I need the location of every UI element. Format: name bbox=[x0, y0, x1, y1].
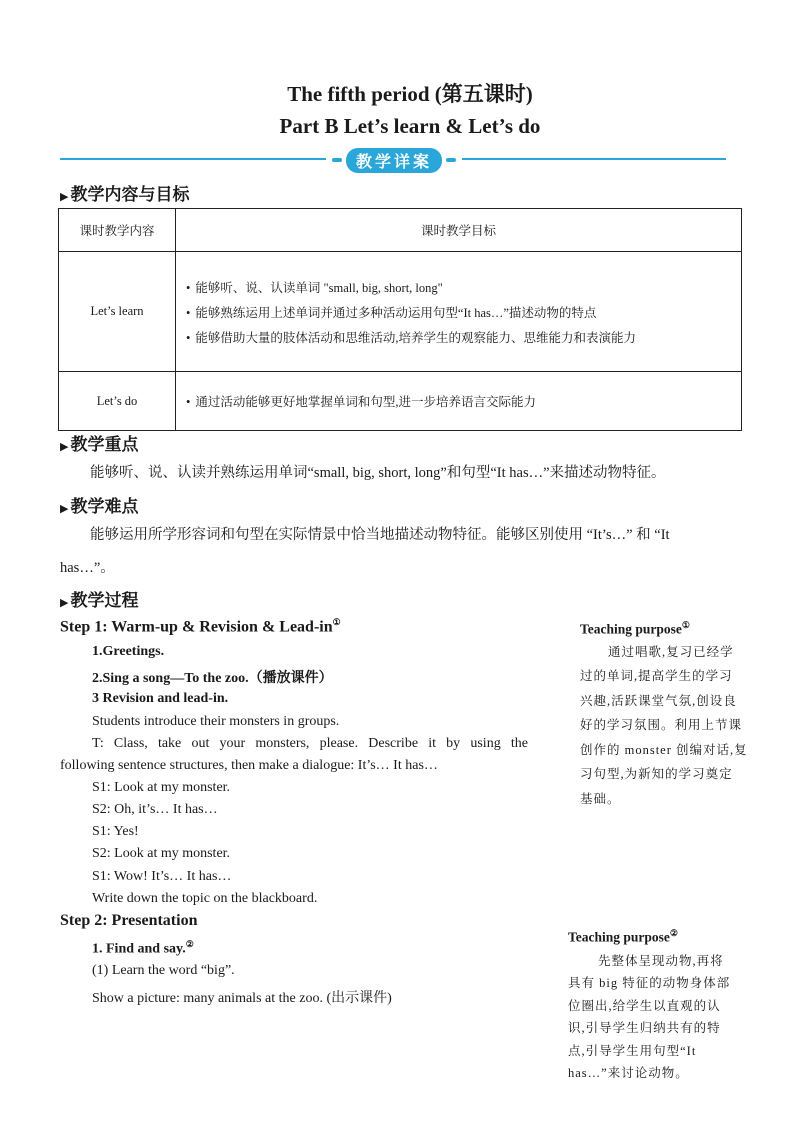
triangle-bullet-icon: ▶ bbox=[60, 596, 69, 609]
goal-item: • 能够熟练运用上述单词并通过多种活动运用句型“It has…”描述动物的特点 bbox=[186, 305, 597, 320]
step1-line: S1: Wow! It’s… It has… bbox=[92, 869, 232, 884]
table-header-row bbox=[59, 209, 742, 252]
step1-line: T: Class, take out your monsters, please. Describe it by using the bbox=[92, 736, 528, 751]
triangle-bullet-icon: ▶ bbox=[60, 502, 69, 515]
difficulties-text-line2: has…”。 bbox=[60, 560, 115, 576]
footnote-marker: ② bbox=[185, 939, 194, 949]
step1-line: S1: Look at my monster. bbox=[92, 780, 231, 795]
table-cell-content: Let’s do bbox=[59, 372, 176, 431]
banner-label: 教学详案 bbox=[346, 148, 442, 173]
goal-item: • 能够听、说、认读单词 "small, big, short, long" bbox=[186, 280, 443, 295]
triangle-bullet-icon: ▶ bbox=[60, 440, 69, 453]
goal-item: • 能够借助大量的肢体活动和思维活动,培养学生的观察能力、思维能力和表演能力 bbox=[186, 330, 637, 345]
side-note-text: 先整体呈现动物,再将 具有 big 特征的动物身体部 位圈出,给学生以直观的认 识,引导学生归纳共有的特 点,引导学生用句型“It has…”来讨论动物。 bbox=[568, 953, 731, 1080]
side-note-title: Teaching purpose① bbox=[580, 620, 690, 637]
step1-line: Write down the topic on the blackboard. bbox=[92, 891, 318, 906]
table-row bbox=[59, 252, 742, 372]
table-cell-content: Let’s learn bbox=[59, 252, 176, 372]
lesson-subtitle: Part B Let’s learn & Let’s do bbox=[279, 114, 541, 138]
table-row bbox=[59, 372, 742, 431]
lesson-title: The fifth period (第五课时) bbox=[287, 82, 533, 106]
step2-line: Show a picture: many animals at the zoo. (出示课件) bbox=[92, 991, 392, 1006]
banner-dash-left bbox=[332, 158, 342, 162]
triangle-bullet-icon: ▶ bbox=[60, 190, 69, 203]
step1-line: S1: Yes! bbox=[92, 824, 139, 839]
banner-dash-right bbox=[446, 158, 456, 162]
step1-item: 1.Greetings. bbox=[92, 644, 165, 659]
bullet-dot-icon: • bbox=[186, 280, 191, 295]
difficulties-text-line1: 能够运用所学形容词和句型在实际情景中恰当地描述动物特征。能够区别使用 “It’s…” 和 “It bbox=[90, 527, 670, 543]
table-cell-goals bbox=[176, 252, 742, 372]
step1-line: Students introduce their monsters in groups. bbox=[92, 714, 340, 729]
table-header-content: 课时教学内容 bbox=[59, 209, 176, 252]
key-points-text: 能够听、说、认读并熟练运用单词“small, big, short, long”和句型“It has…”来描述动物特征。 bbox=[90, 465, 666, 481]
step1-line: S2: Oh, it’s… It has… bbox=[92, 802, 218, 817]
step1-line: following sentence structures, then make a dialogue: It’s… It has… bbox=[60, 758, 438, 773]
bullet-dot-icon: • bbox=[186, 330, 191, 345]
banner-badge bbox=[326, 148, 462, 172]
objectives-table bbox=[58, 208, 742, 431]
step1-item: 2.Sing a song—To the zoo.（播放课件） bbox=[92, 671, 333, 686]
step1-line: S2: Look at my monster. bbox=[92, 846, 231, 861]
table-cell-goals bbox=[176, 372, 742, 431]
section-heading-key-points: ▶ 教学重点 bbox=[60, 435, 139, 455]
step2-line: (1) Learn the word “big”. bbox=[92, 963, 235, 978]
step1-item: 3 Revision and lead-in. bbox=[92, 691, 229, 706]
footnote-marker: ① bbox=[681, 620, 690, 630]
footnote-marker: ② bbox=[669, 928, 678, 938]
section-heading-process: ▶ 教学过程 bbox=[60, 591, 139, 611]
section-heading-difficulties: ▶ 教学难点 bbox=[60, 497, 139, 517]
section-heading-content-goals: ▶ 教学内容与目标 bbox=[60, 185, 190, 205]
bullet-dot-icon: • bbox=[186, 305, 191, 320]
table-header-goals: 课时教学目标 bbox=[176, 209, 742, 252]
goal-item: • 通过活动能够更好地掌握单词和句型,进一步培养语言交际能力 bbox=[186, 395, 537, 409]
side-note-1 bbox=[580, 620, 748, 811]
step2-title: Step 2: Presentation bbox=[60, 912, 198, 929]
footnote-marker: ① bbox=[332, 617, 341, 627]
side-note-title: Teaching purpose② bbox=[568, 928, 678, 945]
bullet-dot-icon: • bbox=[186, 395, 191, 409]
side-note-2 bbox=[568, 928, 744, 1085]
side-note-text: 通过唱歌,复习已经学 过的单词,提高学生的学习 兴趣,活跃课堂气氛,创设良 好的学习氛围。利用上节课 创作的 monster 创编对话,复 习句型,为新知的学习奠定 基础。 bbox=[580, 644, 748, 806]
step1-title: Step 1: Warm-up & Revision & Lead-in① bbox=[60, 617, 341, 636]
step2-item: 1. Find and say.② bbox=[92, 939, 194, 957]
